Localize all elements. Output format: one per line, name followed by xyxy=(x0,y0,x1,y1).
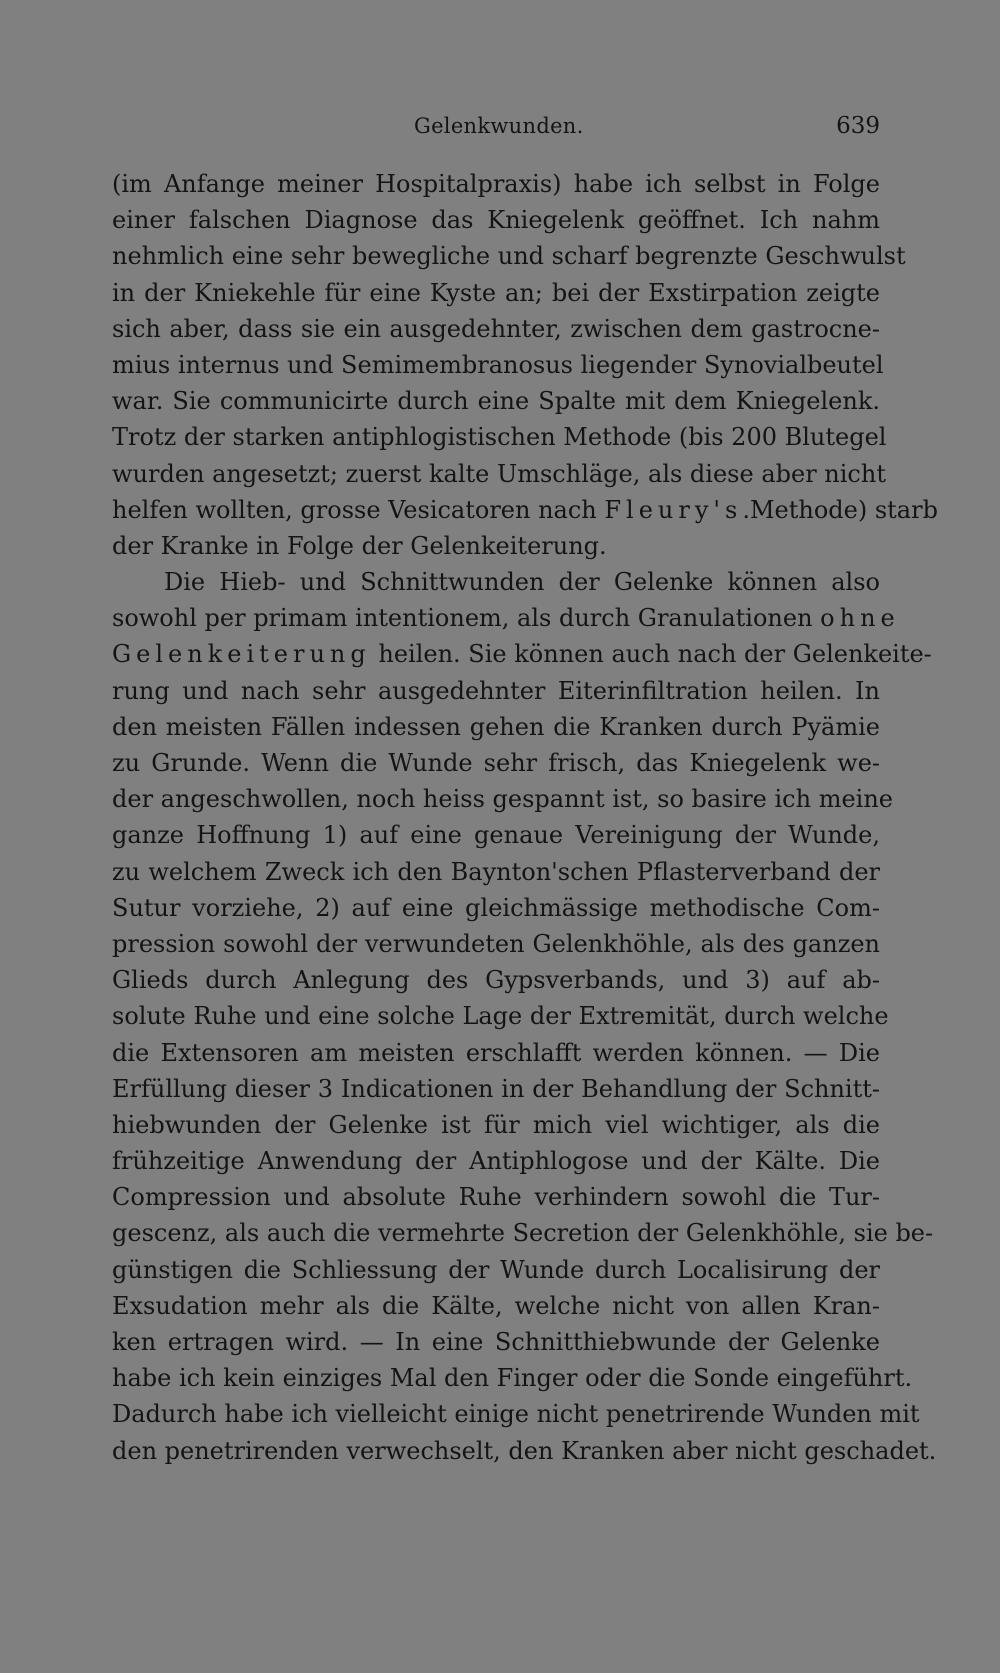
text-line: zu Grunde. Wenn die Wunde sehr frisch, das Kniegelenk we- xyxy=(112,749,880,777)
text-line: günstigen die Schliessung der Wunde durch Localisirung der xyxy=(112,1255,880,1284)
text-line: in der Kniekehle für eine Kyste an; bei der Exstirpation zeigte xyxy=(112,278,880,307)
text-line: die Extensoren am meisten erschlafft werden können. — Die xyxy=(112,1038,880,1067)
text-line: Compression und absolute Ruhe verhindern sowohl die Tur- xyxy=(112,1183,880,1212)
paragraph-2 xyxy=(112,564,937,1469)
text-line: Erfüllung dieser 3 Indicationen in der Behandlung der Schnitt- xyxy=(112,1074,880,1103)
text-line: Die Hieb- und Schnittwunden der Gelenke können also xyxy=(164,568,880,597)
text-line: pression sowohl der verwundeten Gelenkhöhle, als des ganzen xyxy=(112,929,880,958)
text-line: den penetrirenden verwechselt, den Kranken aber nicht geschadet. xyxy=(112,1436,937,1465)
text-line: gescenz, als auch die vermehrte Secretion der Gelenkhöhle, sie be- xyxy=(112,1219,934,1248)
text-line: Glieds durch Anlegung des Gypsverbands, und 3) auf ab- xyxy=(112,966,880,995)
text-line: wurden angesetzt; zuerst kalte Umschläge, als diese aber nicht xyxy=(112,459,886,488)
text-line: sich aber, dass sie ein ausgedehnter, zwischen dem gastrocne- xyxy=(112,314,880,343)
text-line: (im Anfange meiner Hospitalpraxis) habe ich selbst in Folge xyxy=(112,170,880,198)
text-line: einer falschen Diagnose das Kniegelenk geöffnet. Ich nahm xyxy=(112,206,880,235)
text-line: der Kranke in Folge der Gelenkeiterung. xyxy=(112,531,607,560)
spaced-emphasis: ohne xyxy=(820,604,900,633)
text-line: den meisten Fällen indessen gehen die Kranken durch Pyämie xyxy=(112,712,880,741)
text-segment: .Methode) starb xyxy=(742,495,938,524)
spaced-emphasis: Gelenkeiterung xyxy=(112,640,371,669)
text-line: Dadurch habe ich vielleicht einige nicht penetrirende Wunden mit xyxy=(112,1400,920,1429)
text-line: frühzeitige Anwendung der Antiphlogose und der Kälte. Die xyxy=(112,1147,880,1176)
running-title: Gelenkwunden. xyxy=(414,114,584,138)
text-line: rung und nach sehr ausgedehnter Eiterinfiltration heilen. In xyxy=(112,676,880,705)
text-line: war. Sie communicirte durch eine Spalte mit dem Kniegelenk. xyxy=(112,387,880,416)
text-line: Sutur vorziehe, 2) auf eine gleichmässige methodische Com- xyxy=(112,893,880,922)
text-line: solute Ruhe und eine solche Lage der Extremität, durch welche xyxy=(112,1002,889,1031)
text-segment: sowohl per primam intentionem, als durch Granulationen xyxy=(112,604,821,633)
spaced-name: Fleury's xyxy=(604,495,743,524)
text-line xyxy=(112,600,900,636)
text-line: Trotz der starken antiphlogistischen Methode (bis 200 Blutegel xyxy=(112,423,887,452)
page-number: 639 xyxy=(836,113,880,139)
text-line: zu welchem Zweck ich den Baynton'schen Pflasterverband der xyxy=(112,857,880,886)
text-segment: heilen. Sie können auch nach der Gelenkeite- xyxy=(370,640,932,669)
body-text xyxy=(112,166,938,1469)
text-line: ken ertragen wird. — In eine Schnitthiebwunde der Gelenke xyxy=(112,1328,880,1356)
text-line: der angeschwollen, noch heiss gespannt ist, so basire ich meine xyxy=(112,785,894,814)
text-line xyxy=(112,636,932,672)
text-line: habe ich kein einziges Mal den Finger oder die Sonde eingeführt. xyxy=(112,1364,913,1393)
text-segment: helfen wollten, grosse Vesicatoren nach xyxy=(112,495,605,524)
paragraph-1 xyxy=(112,166,938,564)
text-line: hiebwunden der Gelenke ist für mich viel wichtiger, als die xyxy=(112,1110,880,1139)
text-line: mius internus und Semimembranosus liegender Synovialbeutel xyxy=(112,350,884,379)
text-line: ganze Hoffnung 1) auf eine genaue Vereinigung der Wunde, xyxy=(112,821,880,850)
text-line: nehmlich eine sehr bewegliche und scharf begrenzte Geschwulst xyxy=(112,242,906,271)
text-line: Exsudation mehr als die Kälte, welche nicht von allen Kran- xyxy=(112,1291,880,1320)
running-head xyxy=(112,108,880,144)
text-line xyxy=(112,492,938,528)
